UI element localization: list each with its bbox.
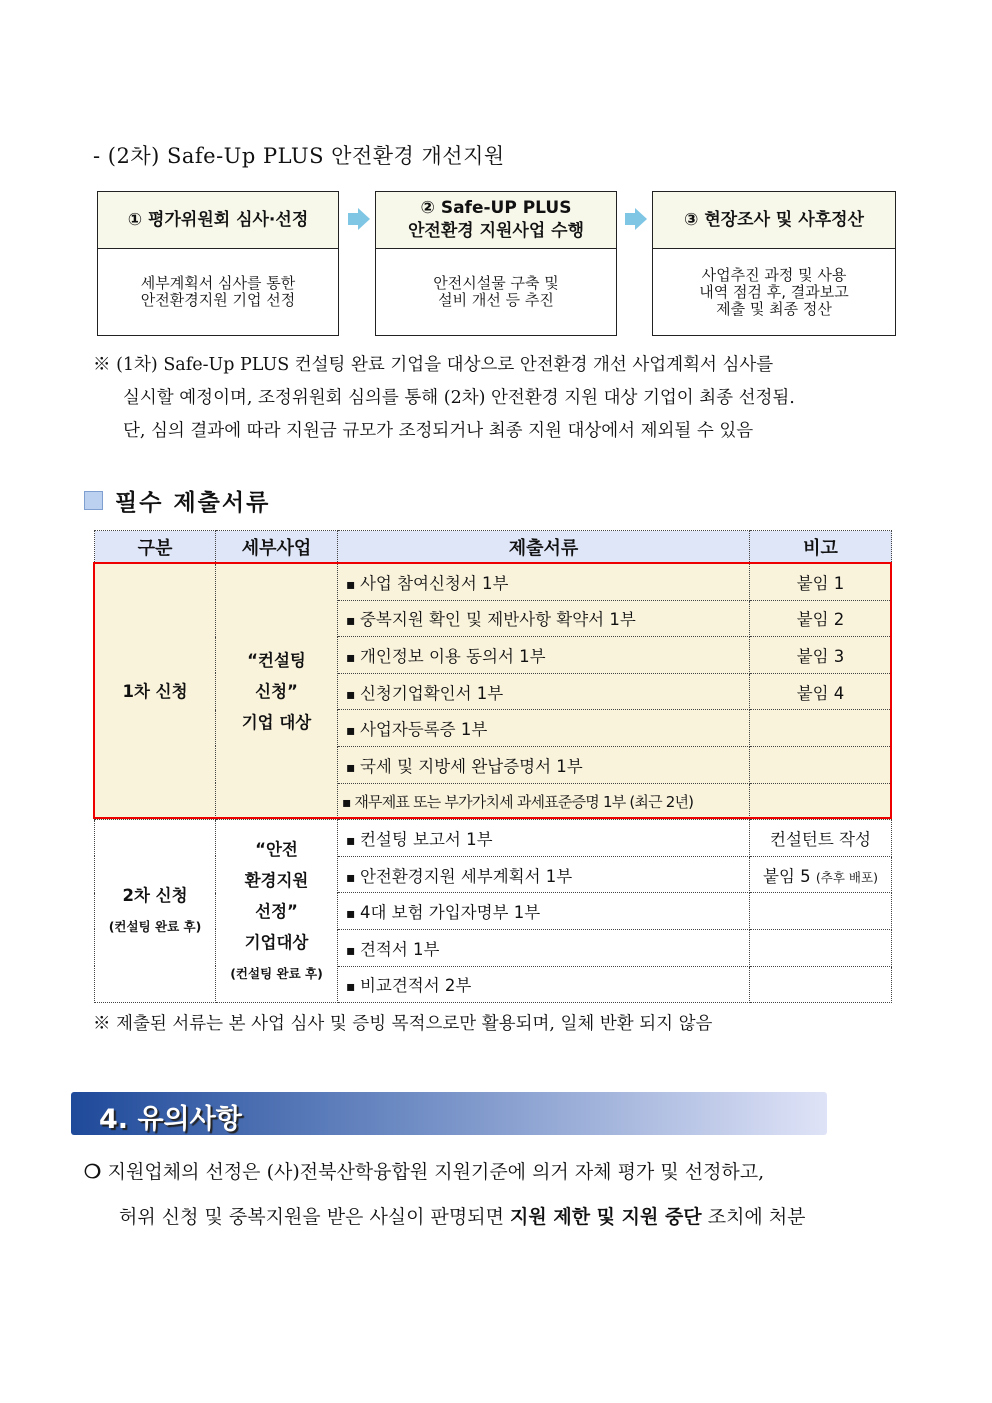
header-cell: 세부사업 [216,531,338,564]
step-title: ③ 현장조사 및 사후정산 [653,192,895,249]
note-line: ※ (1차) Safe-Up PLUS 컨설팅 완료 기업을 대상으로 안전환경 개선 사업계획서 심사를 [93,355,774,375]
doc-cell: ▪ 개인정보 이용 동의서 1부 [338,637,750,674]
section-heading [84,484,270,517]
doc-cell: ▪ 사업자등록증 1부 [338,710,750,747]
remark-cell: 붙임 4 [750,673,892,710]
doc-cell: ▪ 중복지원 확인 및 제반사항 확약서 1부 [338,600,750,637]
remark-cell: 붙임 1 [750,564,892,601]
doc-cell: ▪ 신청기업확인서 1부 [338,673,750,710]
doc-cell: ▪ 국세 및 지방세 완납증명서 1부 [338,746,750,783]
arrow-right-icon [635,208,647,230]
circle-bullet-icon: ❍ [84,1161,108,1183]
header-cell: 구분 [95,531,216,564]
note-line: 실시할 예정이며, 조정위원회 심의를 통해 (2차) 안전환경 지원 대상 기업이 최종 선정됨. [123,388,795,408]
table-row [95,820,892,857]
step-3-box [652,191,896,336]
group-sub: “컨설팅 신청” 기업 대상 [216,564,338,820]
doc-cell: ▪ 사업 참여신청서 1부 [338,564,750,601]
step-title: 안전환경 지원사업 수행 [407,221,585,241]
group-label: 2차 신청 (컨설팅 완료 후) [95,820,216,1003]
highlight-border [93,562,892,819]
step-desc: 제출 및 최종 정산 [716,299,832,318]
section-4-banner [71,1092,827,1135]
square-bullet-icon [84,491,103,510]
para-line-1: ❍ 지원업체의 선정은 (사)전북산학융합원 지원기준에 의거 자체 평가 및 선정하고, [84,1161,765,1183]
doc-cell: ▪ 재무제표 또는 부가가치세 과세표준증명 1부 (최근 2년) [338,783,750,820]
remark-cell [750,929,892,966]
remark-cell [750,966,892,1003]
step-desc: 내역 점검 후, 결과보고 [699,282,849,301]
group-label: 1차 신청 [95,564,216,820]
header-cell: 제출서류 [338,531,750,564]
table-header [95,531,892,564]
step-desc: 안전시설물 구축 및 [433,274,559,292]
step-1-box [97,191,339,336]
step-title: ① 평가위원회 심사·선정 [98,192,338,249]
arrow-right-icon [358,208,370,230]
remark-cell: 붙임 5 (추후 배포) [750,856,892,893]
section-4-title: 4. 유의사항 [99,1104,242,1135]
remark-cell [750,893,892,930]
group-sub: “안전 환경지원 선정” 기업대상 (컨설팅 완료 후) [216,820,338,1003]
step-desc: 설비 개선 등 추진 [438,291,554,309]
note-1 [93,349,795,448]
step-title: ② Safe-UP PLUS [420,198,572,218]
doc-cell: ▪ 견적서 1부 [338,929,750,966]
subtitle: - (2차) Safe-Up PLUS 안전환경 개선지원 [93,144,505,168]
section-title: 필수 제출서류 [115,490,271,516]
note-2: ※ 제출된 서류는 본 사업 심사 및 증빙 목적으로만 활용되며, 일체 반환 되지 않음 [93,1014,713,1034]
doc-cell: ▪ 컨설팅 보고서 1부 [338,820,750,857]
step-desc: 사업추진 과정 및 사용 [701,265,847,284]
paragraph [84,1157,806,1229]
doc-cell: ▪ 안전환경지원 세부계획서 1부 [338,856,750,893]
header-cell: 비고 [750,531,892,564]
remark-cell: 붙임 2 [750,600,892,637]
step-2-box [375,191,617,336]
remark-cell: 컨설턴트 작성 [750,820,892,857]
doc-cell: ▪ 4대 보험 가입자명부 1부 [338,893,750,930]
doc-cell: ▪ 비교견적서 2부 [338,966,750,1003]
para-line-2: 허위 신청 및 중복지원을 받은 사실이 판명되면 지원 제한 및 지원 중단 조치에 처분 [119,1206,806,1228]
step-desc: 안전환경지원 기업 선정 [140,291,296,309]
step-desc: 세부계획서 심사를 통한 [140,274,296,292]
note-line: 단, 심의 결과에 따라 지원금 규모가 조정되거나 최종 지원 대상에서 제외될 수 있음 [123,421,754,441]
remark-cell: 붙임 3 [750,637,892,674]
